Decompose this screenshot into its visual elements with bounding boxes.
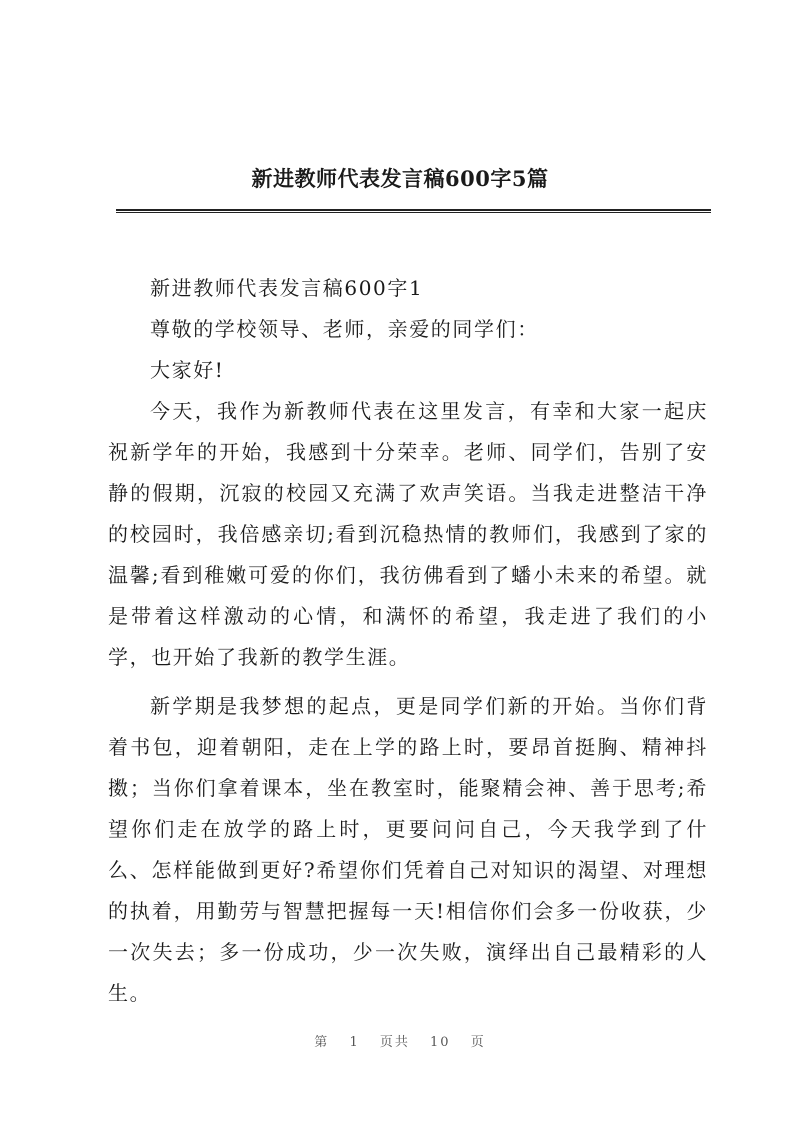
document-body xyxy=(108,268,708,1014)
page-label-mid: 页共 xyxy=(379,1035,410,1050)
body-paragraph: 新学期是我梦想的起点，更是同学们新的开始。当你们背着书包，迎着朝阳，走在上学的路上时，要昂首挺胸、精神抖擞；当你们拿着课本，坐在教室时，能聚精会神、善于思考;希望你们走在放学的路上时，更要问问自己，今天我学到了什么、怎样能做到更好?希望你们凭着自己对知识的渴望、对理想的执着，用勤劳与智慧把握每一天!相信你们会多一份收获，少一次失去；多一份成功，少一次失败，演绎出自己最精彩的人生。 xyxy=(108,694,708,1005)
section-heading: 新进教师代表发言稿600字1 xyxy=(150,276,424,300)
page-label-suffix: 页 xyxy=(470,1035,486,1050)
title-divider xyxy=(116,209,711,213)
page-footer xyxy=(0,1031,800,1050)
current-page-number: 1 xyxy=(349,1035,360,1050)
total-page-count: 10 xyxy=(430,1035,451,1050)
document-title: 新进教师代表发言稿600字5篇 xyxy=(251,166,549,191)
page-label-prefix: 第 xyxy=(314,1035,330,1050)
body-paragraph: 今天，我作为新教师代表在这里发言，有幸和大家一起庆祝新学年的开始，我感到十分荣幸。老师、同学们，告别了安静的假期，沉寂的校园又充满了欢声笑语。当我走进整洁干净的校园时，我倍感亲切;看到沉稳热情的教师们，我感到了家的温馨;看到稚嫩可爱的你们，我彷佛看到了蟠小未来的希望。就是带着这样激动的心情，和满怀的希望，我走进了我们的小学，也开始了我新的教学生涯。 xyxy=(108,399,708,669)
salutation: 尊敬的学校领导、老师，亲爱的同学们： xyxy=(150,317,539,341)
greeting: 大家好! xyxy=(150,358,225,382)
